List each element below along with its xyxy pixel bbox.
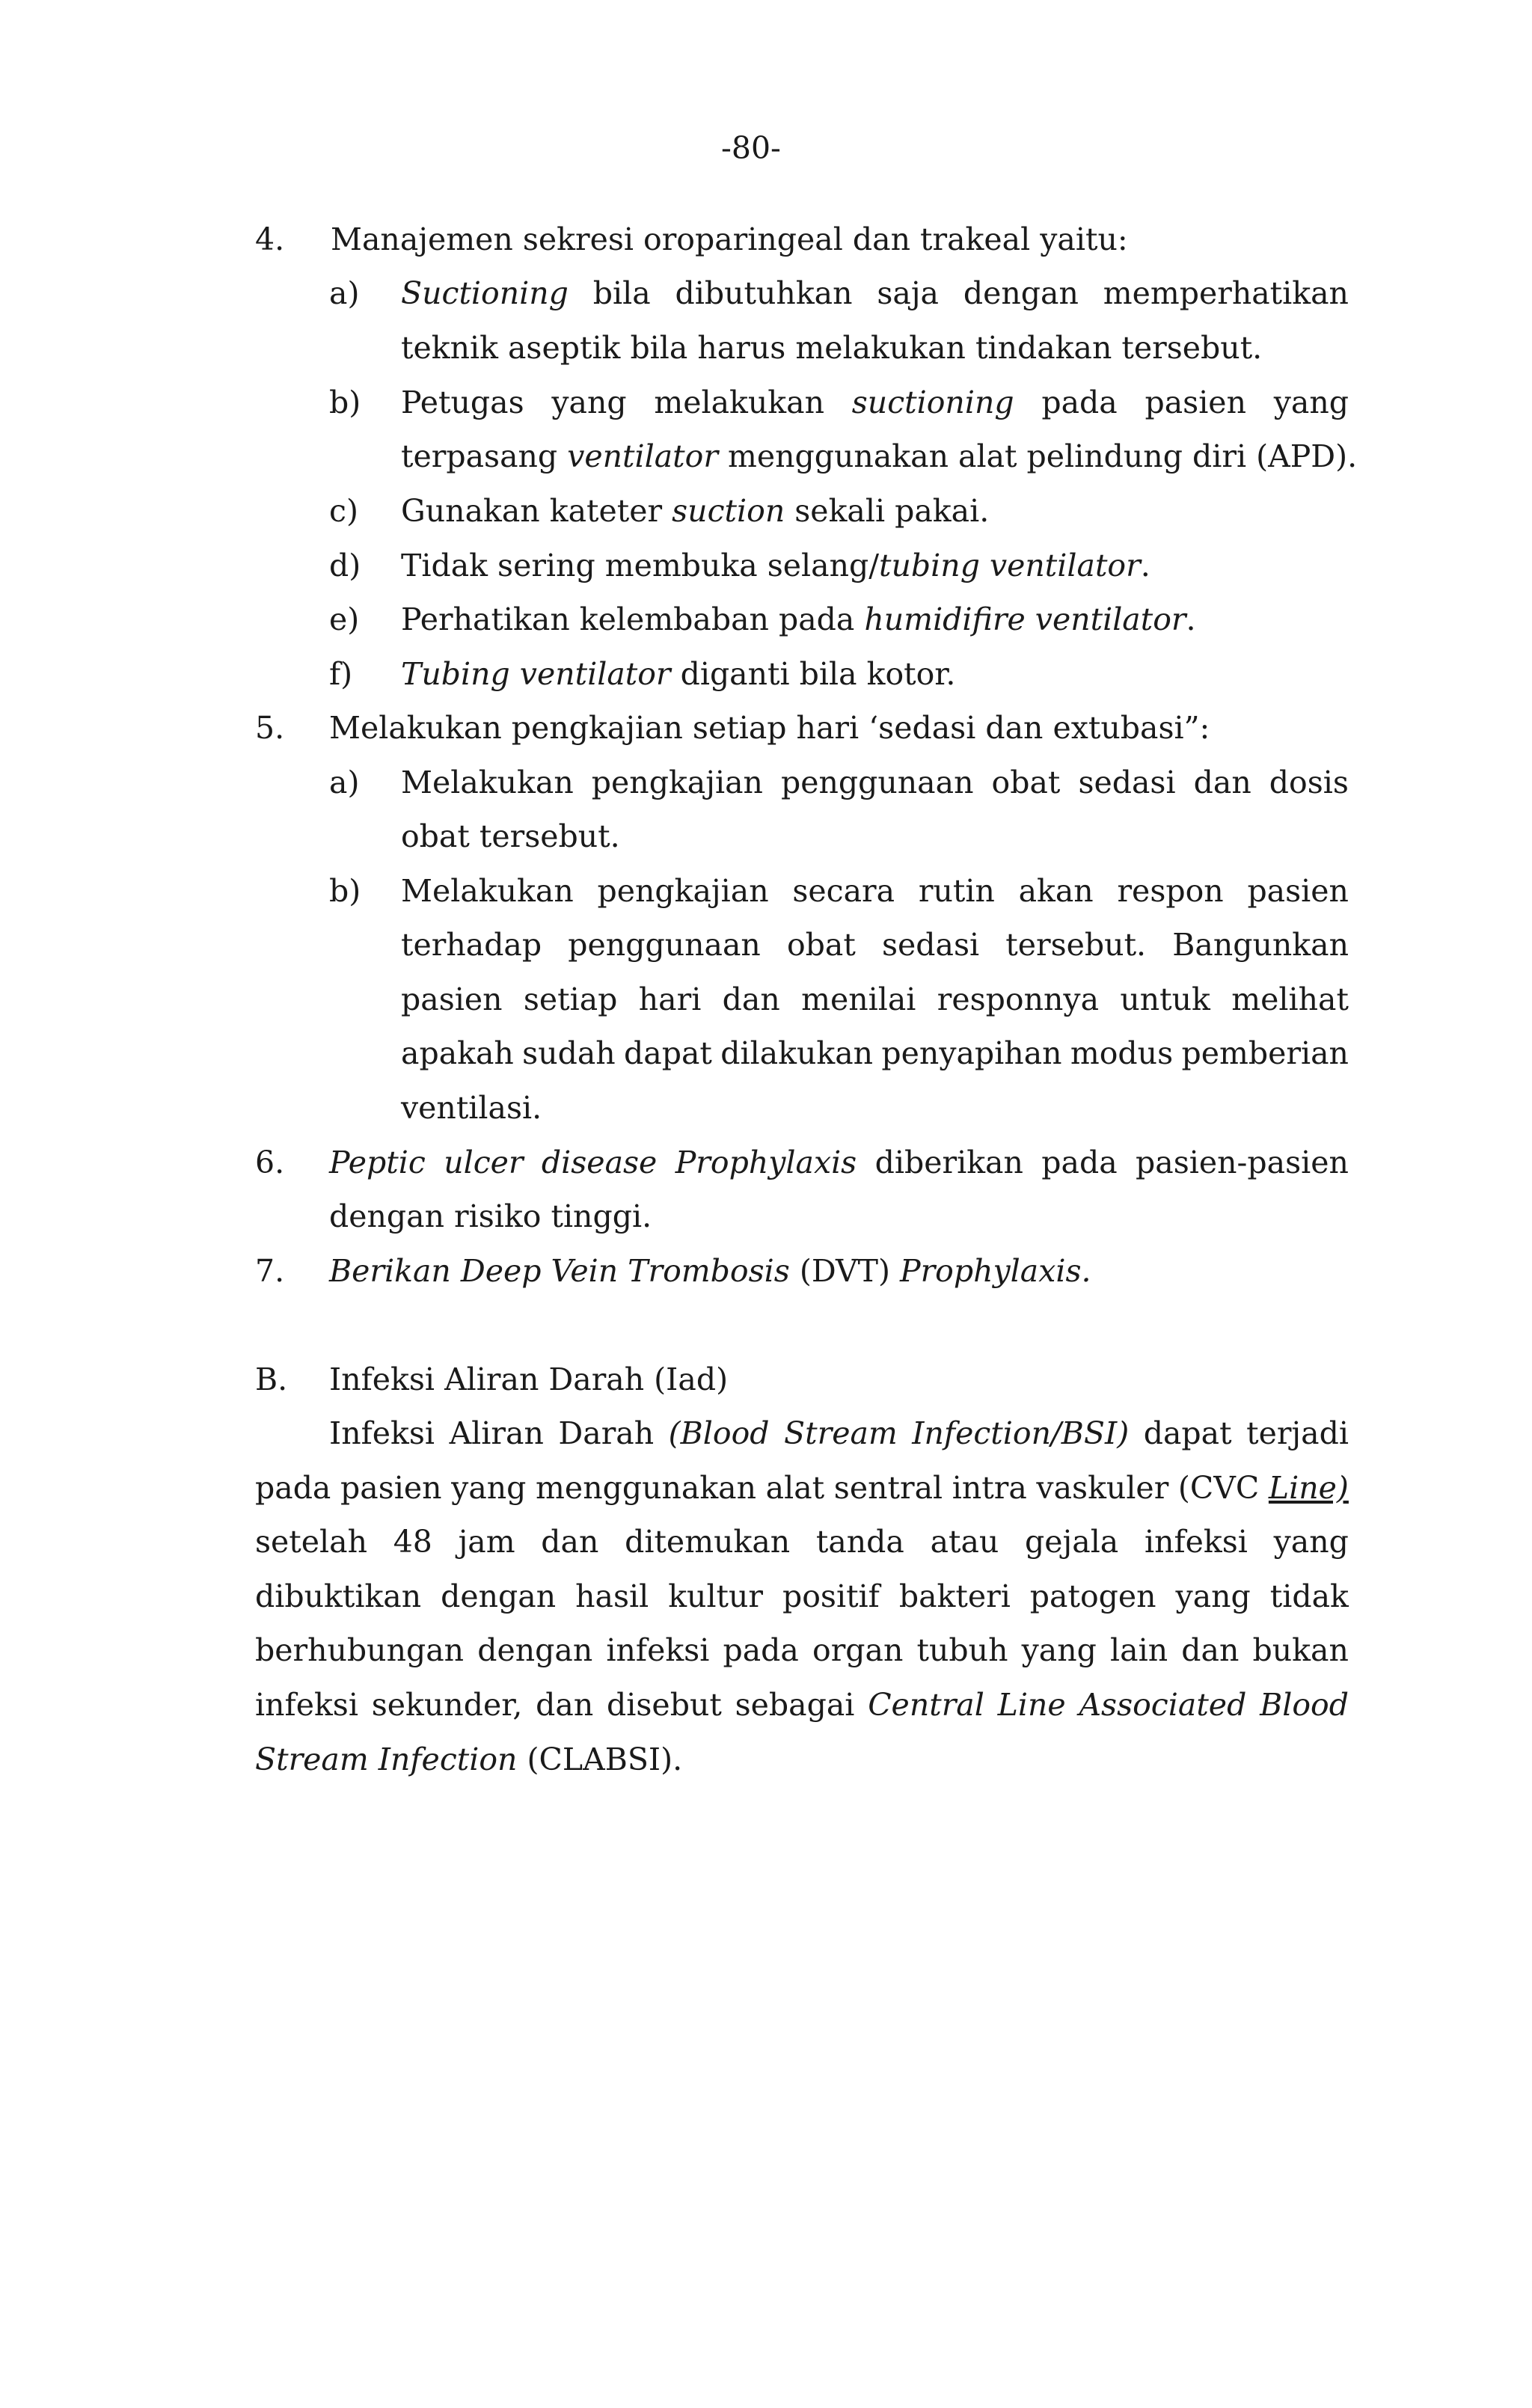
item-4-marker: 4. [255,221,285,257]
item-5-marker: 5. [255,710,285,746]
item-5b-line-1: Melakukan pengkajian secara rutin akan respon pasien [401,873,1349,909]
item-5a-line-1: Melakukan pengkajian penggunaan obat sedasi dan dosis [401,765,1349,800]
section-b-heading: Infeksi Aliran Darah (Iad) [329,1361,729,1397]
item-5b-line-3: pasien setiap hari dan menilai responnya untuk melihat [401,981,1349,1017]
section-b-para-line-5: berhubungan dengan infeksi pada organ tubuh yang lain dan bukan [255,1632,1349,1668]
item-4c-marker: c) [329,493,358,529]
page-number: -80- [721,130,781,166]
item-4f-text: Tubing ventilator diganti bila kotor. [401,656,956,692]
item-4-heading: Manajemen sekresi oroparingeal dan trakeal yaitu: [331,221,1128,257]
section-b-marker: B. [255,1361,288,1397]
item-5a-line-2: obat tersebut. [401,818,620,854]
section-b-para-line-6: infeksi sekunder, dan disebut sebagai Central Line Associated Blood [255,1687,1349,1723]
section-b-para-line-1: Infeksi Aliran Darah (Blood Stream Infection/BSI) dapat terjadi [329,1415,1349,1451]
item-5-heading: Melakukan pengkajian setiap hari ‘sedasi dan extubasi”: [329,710,1210,746]
item-4b-marker: b) [329,385,361,420]
section-b-para-line-7: Stream Infection (CLABSI). [255,1741,683,1777]
item-4a-line-2: teknik aseptik bila harus melakukan tindakan tersebut. [401,330,1263,366]
item-5a-marker: a) [329,765,360,800]
item-7-marker: 7. [255,1253,285,1289]
item-5b-line-2: terhadap penggunaan obat sedasi tersebut. Bangunkan [401,927,1349,963]
item-4f-marker: f) [329,656,353,692]
item-6-line-2: dengan risiko tinggi. [329,1198,652,1234]
item-7-text: Berikan Deep Vein Trombosis (DVT) Prophylaxis. [329,1253,1091,1289]
item-5b-marker: b) [329,873,361,909]
section-b-para-line-2: pada pasien yang menggunakan alat sentral intra vaskuler (CVC Line) [255,1470,1349,1506]
item-4d-marker: d) [329,548,361,583]
section-b-para-line-4: dibuktikan dengan hasil kultur positif bakteri patogen yang tidak [255,1578,1349,1614]
item-4c-text: Gunakan kateter suction sekali pakai. [401,493,990,529]
item-4e-marker: e) [329,601,360,637]
item-5b-line-5: ventilasi. [401,1090,542,1126]
item-4e-text: Perhatikan kelembaban pada humidifire ventilator. [401,601,1196,637]
item-6-line-1: Peptic ulcer disease Prophylaxis diberikan pada pasien-pasien [329,1145,1349,1180]
item-4b-line-2: terpasang ventilator menggunakan alat pelindung diri (APD). [401,438,1358,474]
item-4d-text: Tidak sering membuka selang/tubing ventilator. [401,548,1150,583]
item-4b-line-1: Petugas yang melakukan suctioning pada pasien yang [401,385,1349,420]
item-4a-marker: a) [329,275,360,311]
item-6-marker: 6. [255,1145,285,1180]
item-4a-line-1: Suctioning bila dibutuhkan saja dengan memperhatikan [401,275,1349,311]
section-b-para-line-3: setelah 48 jam dan ditemukan tanda atau gejala infeksi yang [255,1524,1349,1560]
item-5b-line-4: apakah sudah dapat dilakukan penyapihan modus pemberian [401,1035,1349,1071]
